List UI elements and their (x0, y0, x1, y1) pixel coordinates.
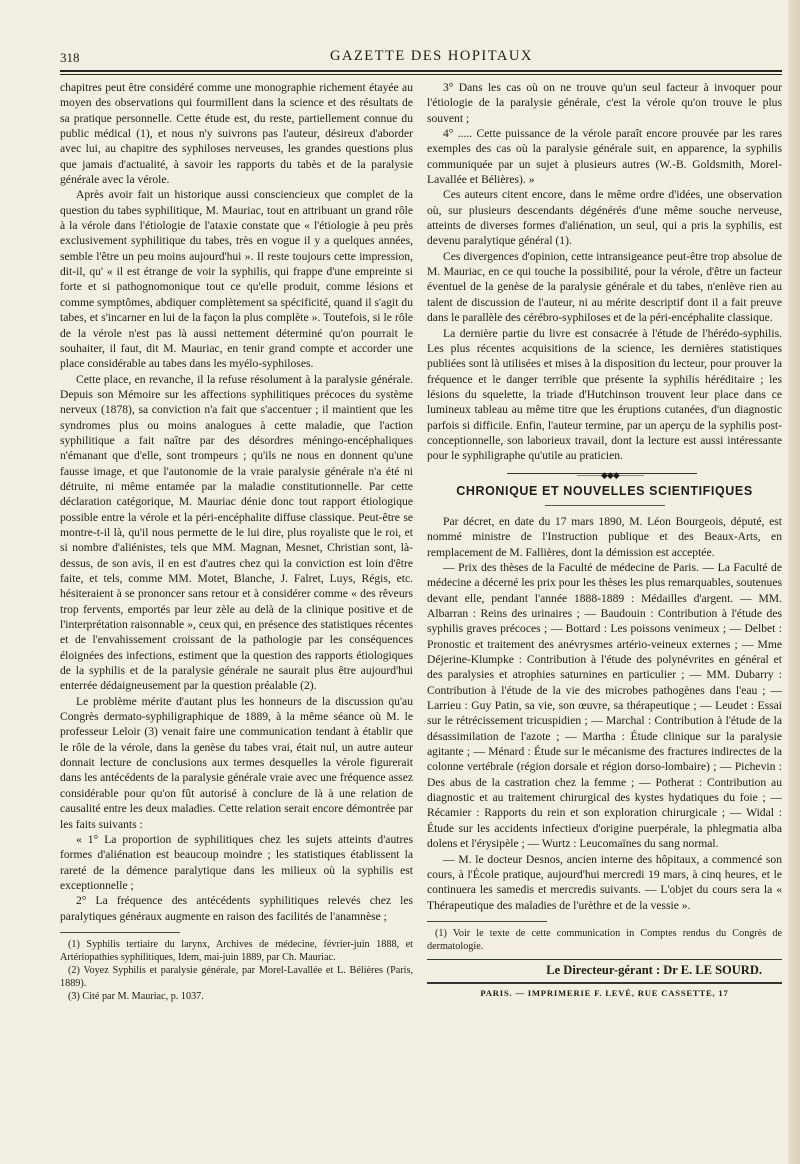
footnote: (2) Voyez Syphilis et paralysie générale, par Morel-Lavallée et L. Bélières (Paris, 1889). (60, 964, 413, 989)
paragraph: Après avoir fait un historique aussi consciencieux que complet de la question du tabes syphilitique, M. Mauriac, tout en attribuant un grand rôle à la vérole dans l'étiologie de l'ataxie constate que « l'étiologie à peu près exclusivement syphilitique du tabes, très en vogue il y a quelques années, semble l'être un peu moins aujourd'hui ». Il reste toujours cette impression, dit-il, qu' « il est étrange de voir la syphilis, qui frappe d'une empreinte si forte et si pathognomonique tout ce qu'elle produit, comme lésions et comme symptômes, abdiquer complètement sa spécificité, quand il s'agit du tabes, et s'incarner en lui de la façon la plus complète ». Toutefois, si le rôle de la vérole n'est pas là aussi nettement déterminé qu'on pourrait le souhaiter, il faut, dit M. Mauriac, en tenir grand compte et accorder une place considérable au tabes dans les myélo-syphiloses. (60, 188, 413, 371)
section-title-rule (545, 505, 665, 506)
paragraph: Cette place, en revanche, il la refuse résolument à la paralysie générale. Depuis son Mémoire sur les affections syphilitiques précoces du système nerveux (1878), sa conviction n'a fait que s'accentuer ; il maintient que les syndromes plus ou moins analogues à cette maladie, que l'action syphilitique a fait naître par des désordres méningo-encéphaliques n'émanant que d'elle, sont trompeurs ; qu'ils ne nous en donnent qu'une fausse image, et que l'autonomie de la vraie paralysie générale n'a été ni détruite, ni même entamée par la maladie constitutionnelle. Par cette déclaration catégorique, M. Mauriac dénie donc tout rapport étiologique possible entre la vérole et la péri-encéphalite diffuse classique. Peut-être se montre-t-il là, qu'il nous permette de le lui dire, plus royaliste que le roi, et si nombre d'aliénistes, tels que MM. Magnan, Mesnet, Christian sont, là-dessus, de son avis, il en est d'autres chez qui la conviction est loin d'être faite, et tels, comme MM. Motet, Blanche, J. Falret, Luys, Régis, etc. hésiteraient à se prononcer sans retour et à considérer comme « des rêveurs trop fervents, emportés par leur zèle au delà de la clinique positive et de l'interprétation raisonnable », ceux qui, en présence des statistiques récentes et de l'envahissement croissant de la pathologie par les conséquences éloignées des infections, estiment que la question des rapports étiologiques de la syphilis et de la paralysie générale ne saurait plus être aujourd'hui enterrée dédaigneusement par la question préalable (2). (60, 372, 413, 693)
divider-ornament: ———◆◆◆——— (577, 469, 643, 480)
paragraph: « 1° La proportion de syphilitiques chez les sujets atteints d'autres formes d'aliénation est beaucoup moindre ; les statistiques établissent la rareté de la démence paralytique dans les milieux où la syphilis est exceptionnelle ; (60, 832, 413, 892)
paragraph: 2° La fréquence des antécédents syphilitiques relevés chez les paralytiques généraux augmente en raison des facilités de l'anamnèse ; (60, 894, 413, 923)
paragraph: 3° Dans les cas où on ne trouve qu'un seul facteur à invoquer pour l'étiologie de la paralysie générale, c'est la vérole qu'on trouve le plus souvent ; (427, 81, 782, 125)
ornamental-divider (427, 466, 782, 480)
section-title: CHRONIQUE ET NOUVELLES SCIENTIFIQUES (456, 483, 753, 498)
footnote-rule (60, 932, 180, 933)
paragraph: 4° ..... Cette puissance de la vérole paraît encore prouvée par les rares exemples des cas où la paralysie générale suit, en apparence, la syphilis communiquée par un sujet à plusieurs autres (W.-B. Goldsmith, Morel-Lavallée et Bélières). » (427, 127, 782, 187)
paragraph: chapitres peut être considéré comme une monographie richement étayée au moyen des observations qui fourmillent dans la science et des résultats de sa pratique personnelle. Cette étude est, du reste, partiellement connue du public médical (1), et nous n'y suivrons pas l'auteur, désireux d'aborder avec lui, au chapitre des syphiloses nerveuses, les grandes questions plus que jamais d'actualité, à savoir les rapports du tabès et de la paralysie générale avec la vérole. (60, 81, 413, 187)
paragraph: Le problème mérite d'autant plus les honneurs de la discussion qu'au Congrès dermato-syphiligraphique de 1889, à la même séance où M. le professeur Leloir (3) venait faire une communication tendant à établir que le rôle de la vérole, dans la genèse du tabes vrai, était nul, un autre auteur donnait lecture de conclusions aux termes desquelles la vérole figurerait dans les antécédents de la paralysie générale vraie avec une fréquence assez considérable pour qu'on fût autorisé à conclure de là à une relation de causalité entre les deux maladies. Cette relation serait encore démontrée par les faits suivants : (60, 694, 413, 831)
footnotes (60, 938, 413, 1003)
footnote: (1) Voir le texte de cette communication in Comptes rendus du Congrès de dermatologie. (427, 927, 782, 952)
footnote: (1) Syphilis tertiaire du larynx, Archives de médecine, février-juin 1888, et Artériopathies syphilitiques, Idem, mai-juin 1889, par Ch. Mauriac. (60, 938, 413, 963)
page-header (60, 46, 782, 68)
right-column (427, 80, 782, 1002)
paragraph: La dernière partie du livre est consacrée à l'étude de l'hérédo-syphilis. Les plus récentes acquisitions de la science, les dernières statistiques publiées sont là utilisées et mises à la disposition du lecteur, pour prouver la fréquence et le danger terrible que présente la syphilis héréditaire ; les lésions du squelette, la triade d'Hutchinson trouvent leur place dans ce lumineux tableau au même titre que les éruptions cutanées, d'un diagnostic parfois si difficile. Enfin, l'auteur termine, par un aperçu de la syphilis post-conceptionnelle, son laborieux travail, dont la lecture est aussi intéressante pour le syphiligraphe qu'utile au praticien. (427, 326, 782, 463)
left-column (60, 80, 413, 1003)
footnotes (427, 927, 782, 953)
page-number: 318 (60, 50, 80, 65)
header-rule-thick (60, 70, 782, 72)
paragraph: Ces auteurs citent encore, dans le même ordre d'idées, une observation où, sur plusieurs descendants dégénérés d'une même souche nerveuse, atteints de diverses formes d'aliénation, un seul, qui a pris la syphilis, est devenu paralytique général (1). (427, 188, 782, 248)
news-item: — M. le docteur Desnos, ancien interne des hôpitaux, a commencé son cours, à l'École pratique, aujourd'hui mercredi 19 mars, à cinq heures, et le continuera les samedis et mercredis suivants. — L'objet du cours sera la « Thérapeutique des maladies de l'urèthre et de la vessie ». (427, 852, 782, 912)
header-rule-thin (60, 74, 782, 75)
news-item: Par décret, en date du 17 mars 1890, M. Léon Bourgeois, député, est nommé ministre de l'Instruction publique et des Beaux-Arts, en remplacement de M. Fallières, dont la démission est acceptée. (427, 514, 782, 559)
footnote: (3) Cité par M. Mauriac, p. 1037. (68, 990, 204, 1002)
page-edge (788, 0, 800, 1164)
running-head: GAZETTE DES HOPITAUX (330, 48, 533, 64)
paragraph: Ces divergences d'opinion, cette intransigeance peut-être trop absolue de M. Mauriac, en ce qui touche la possibilité, pour la vérole, d'être un facteur éventuel de la genèse de la paralysie générale et du tabes, n'enlève rien au talent de discussion de l'auteur, ni au mérite descriptif dont il a fait preuve dans le parallèle des cérébro-syphiloses et de la péri-encéphalite classique. (427, 249, 782, 325)
directeur-gerant: Le Directeur-gérant : Dr E. LE SOURD. (427, 959, 782, 978)
printer-imprint: PARIS. — IMPRIMERIE F. LEVÉ, RUE CASSETTE, 17 (427, 982, 782, 1001)
news-item: — Prix des thèses de la Faculté de médecine de Paris. — La Faculté de médecine a décerné les prix pour les thèses les plus remarquables, soutenues devant elle, pendant l'année 1888-1889 : Médailles d'argent. — MM. Albarran : Reins des urinaires ; — Baudouin : Contribution à l'étude des syphilis graves précoces ; — Bottard : Les poissons venimeux ; — Delbet : Pronostic et traitement des anévrysmes artério-veineux externes ; — Mme Déjerine-Klumpke : Contribution à l'étude des polynévrites en général et des paralysies et atrophies saturnines en particulier ; — MM. Dubarry : Contribution à l'étude de la vie des microbes pathogènes dans l'eau ; — Larrieu : Guy Patin, sa vie, son œuvre, sa thérapeutique ; — Leudet : Essai sur le rétrécissement tricuspidien ; — Marchal : Contribution à l'étude de la désassimilation de l'azote ; — Martha : Étude clinique sur la paralysie agitante ; — Ménard : Étude sur le mécanisme des fractures indirectes de la colonne vertébrale (région dorsale et région dorso-lombaire) ; — Pichevin : Des abus de la castration chez la femme ; — Potherat : Contribution au diagnostic et au traitement chirurgical des kystes hydatiques du foie ; — Récamier : Rapports du rein et son exploration chirurgicale ; — Widal : Étude sur les accidents infectieux d'origine puerpérale, la phlegmatia alba dolens et l'érysipèle ; — Wurtz : Leucomaïnes du sang normal. (427, 560, 782, 851)
footnote-rule (427, 921, 547, 922)
